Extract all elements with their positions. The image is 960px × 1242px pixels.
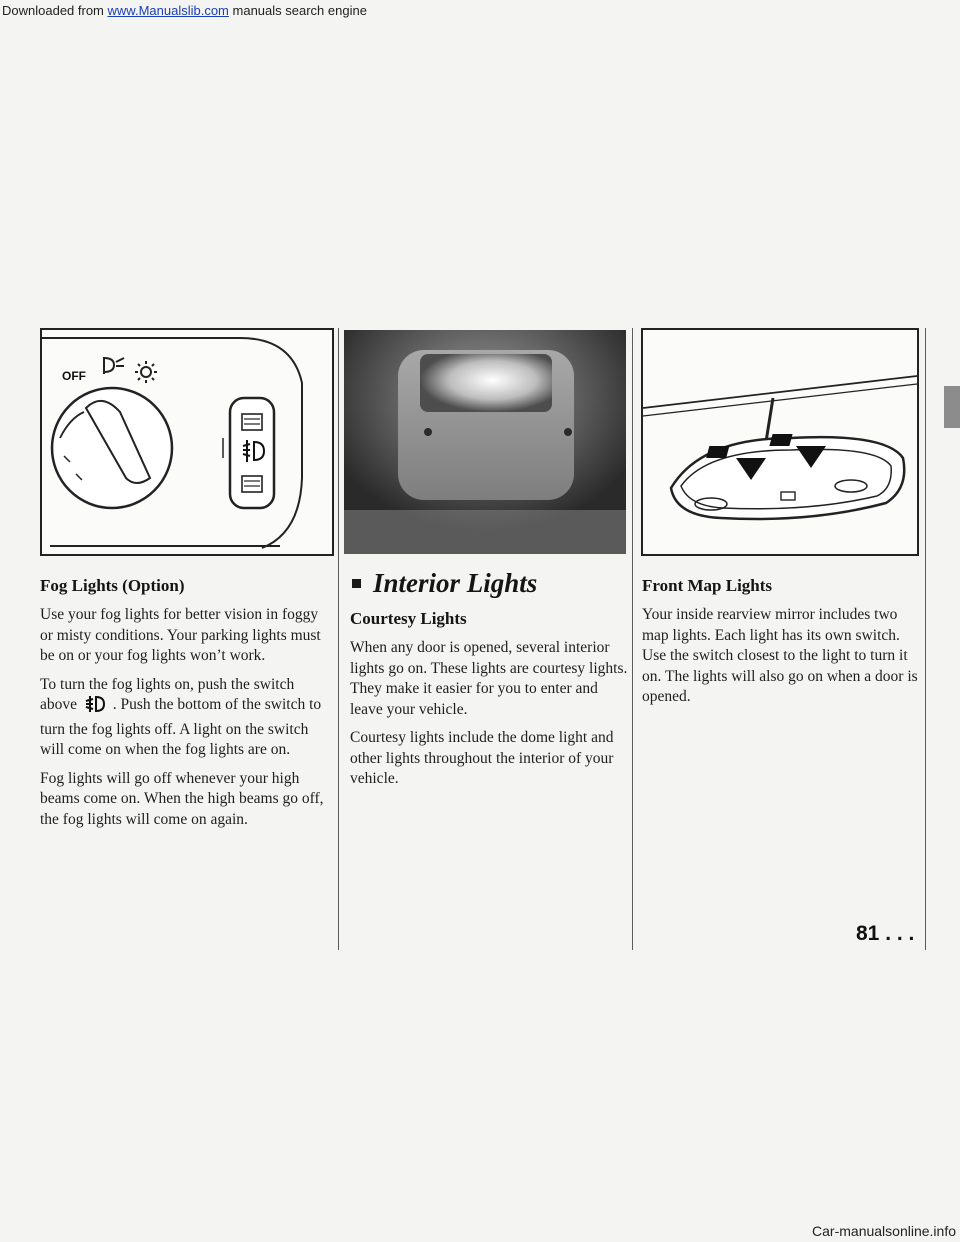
courtesy-lights-heading: Courtesy Lights xyxy=(350,609,467,628)
column-divider xyxy=(925,328,926,950)
fog-light-switch-illustration xyxy=(40,328,334,561)
map-lights-paragraph: Your inside rearview mirror includes two map lights. Each light has its own switch. Use the switch closest to the light to turn it on. The lights will also go on when a door is opened. xyxy=(642,606,918,705)
fog-lights-heading: Fog Lights (Option) xyxy=(40,576,185,595)
page-number: 81 . . . xyxy=(856,922,915,945)
section-tab xyxy=(944,386,960,428)
column-map-lights xyxy=(642,576,922,716)
courtesy-lights-paragraph: Courtesy lights include the dome light and other lights throughout the interior of your vehicle. xyxy=(350,729,614,787)
fog-lights-paragraph: Fog lights will go off whenever your high beams come on. When the high beams go off, the fog lights will come on again. xyxy=(40,769,324,828)
column-interior-lights xyxy=(350,568,630,798)
download-header xyxy=(0,0,960,18)
column-divider xyxy=(338,328,339,950)
header-prefix: Downloaded from xyxy=(2,3,104,18)
interior-lights-title-text: Interior Lights xyxy=(373,568,538,598)
screw-dot xyxy=(564,428,572,436)
header-suffix: manuals search engine xyxy=(232,3,367,18)
fog-light-icon xyxy=(84,695,106,720)
off-label: OFF xyxy=(62,369,86,383)
fog-lights-text: . Push the bottom of the switch to turn the fog lights off. A light on the switch will come on when the fog lights are on. xyxy=(40,696,322,758)
fog-lights-paragraph: Use your fog lights for better vision in foggy or misty conditions. Your parking lights must be on or your fog lights won’t work. xyxy=(40,606,321,664)
footer-watermark: Car-manualsonline.info xyxy=(812,1223,956,1239)
rearview-mirror-illustration xyxy=(641,328,919,561)
screw-dot xyxy=(424,428,432,436)
column-fog-lights xyxy=(40,576,332,838)
courtesy-lights-paragraph: When any door is opened, several interior lights go on. These lights are courtesy lights. They make it easier for you to enter and leave your vehicle. xyxy=(350,639,628,718)
column-divider xyxy=(632,328,633,950)
dome-light-photo xyxy=(344,330,626,559)
fog-lights-text: To turn the fog lights on, push the switch above xyxy=(40,675,295,713)
bullet-square-icon xyxy=(352,579,361,588)
manualslib-link[interactable]: www.Manualslib.com xyxy=(107,3,229,18)
interior-lights-title xyxy=(350,568,630,599)
fog-lights-paragraph xyxy=(40,675,332,761)
map-lights-heading: Front Map Lights xyxy=(642,576,773,595)
